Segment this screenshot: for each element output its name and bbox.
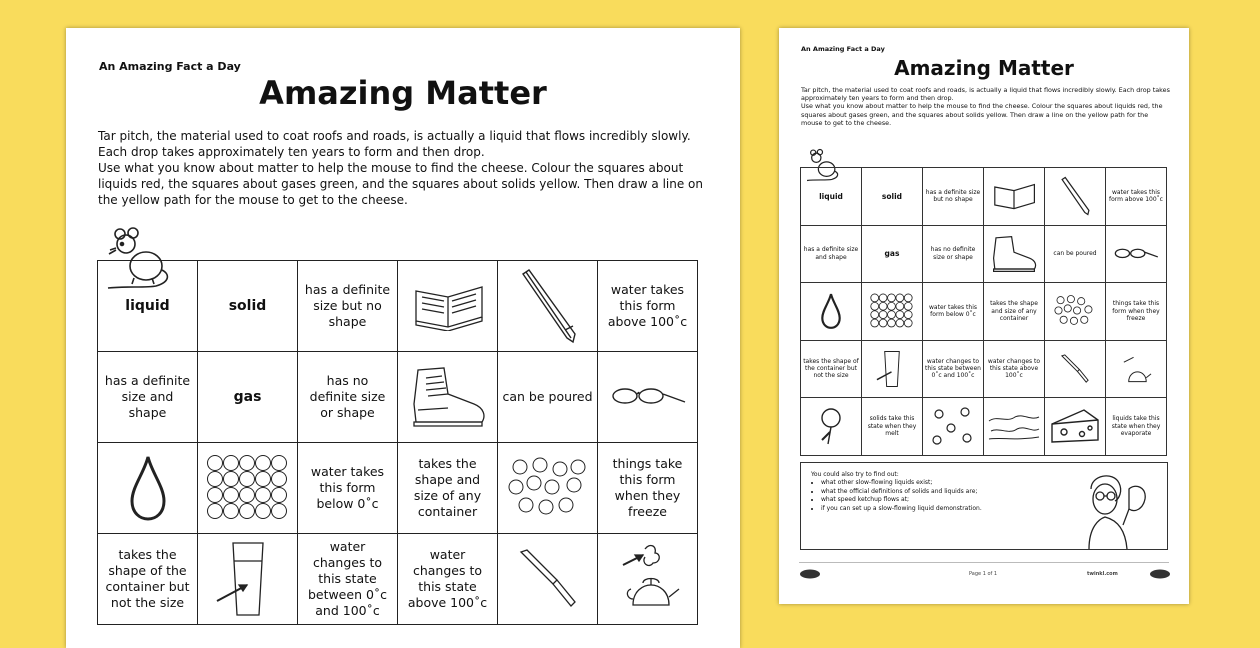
- list-item: • what the official definitions of solids and liquids are;: [821, 488, 982, 497]
- grid-cell: [1106, 225, 1167, 283]
- grid-cell: can be poured: [1045, 225, 1106, 283]
- extension-lead: You could also try to find out:: [811, 471, 899, 478]
- grid-cell: [398, 352, 498, 443]
- grid-cell: can be poured: [498, 352, 598, 443]
- grid-cell: has a definite size and shape: [801, 225, 862, 283]
- grid-cell: water changes to this state above 100˚c: [398, 534, 498, 625]
- grid-cell: [498, 443, 598, 534]
- list-item: • if you can set up a slow-flowing liquid demonstration.: [821, 505, 982, 514]
- grid-cell: has a definite size and shape: [98, 352, 198, 443]
- book-icon: [990, 181, 1038, 211]
- intro-paragraph: Tar pitch, the material used to coat roofs and roads, is actually a liquid that flows incredibly slowly. Each drop takes approximately ten years to form and then drop.: [98, 129, 691, 159]
- scientist-illustration: [1069, 469, 1161, 549]
- knife-icon: [1058, 352, 1092, 386]
- intro-paragraph: Use what you know about matter to help the mouse to find the cheese. Colour the squares about liquids red, the squares about gases green, and the squares about solids yellow. Then draw a line on the yellow path for the mouse to get to the cheese.: [801, 102, 1163, 127]
- grid-cell: takes the shape of the container but not the size: [98, 534, 198, 625]
- matter-maze-grid: [800, 167, 1167, 456]
- cheese-icon: [1048, 406, 1102, 446]
- grid-cell: [801, 283, 862, 341]
- intro-paragraph: Tar pitch, the material used to coat roofs and roads, is actually a liquid that flows incredibly slowly. Each drop takes approximately ten years to form and then drop.: [801, 86, 1170, 103]
- boot-icon: [990, 234, 1038, 274]
- water-drop-icon: [128, 453, 168, 523]
- boot-icon: [408, 364, 488, 430]
- grid-cell: gas: [862, 225, 923, 283]
- grid-cell: [801, 398, 862, 456]
- grid-cell: has no definite size or shape: [923, 225, 984, 283]
- grid-cell: water changes to this state between 0˚c and 100˚c: [923, 340, 984, 398]
- kettle-steam-icon: [613, 539, 683, 619]
- worksheet-title: Amazing Matter: [259, 74, 547, 112]
- worksheet-preview-full-page: [779, 28, 1189, 604]
- intro-paragraph: Use what you know about matter to help the mouse to find the cheese. Colour the squares about liquids red, the squares about gases green, and the squares about solids yellow. Then draw a line on the yellow path for the mouse to get to the cheese.: [98, 161, 703, 207]
- matter-maze-grid: [97, 260, 698, 625]
- list-item: • what other slow-flowing liquids exist;: [821, 479, 982, 488]
- site-label: twinkl.com: [1087, 571, 1118, 577]
- grid-cell: [498, 534, 598, 625]
- book-icon: [408, 281, 488, 331]
- grid-cell: [1045, 168, 1106, 226]
- solid-particles-icon: [206, 454, 290, 522]
- intro-text: [801, 86, 1171, 127]
- grid-cell: [398, 261, 498, 352]
- grid-cell: gas: [198, 352, 298, 443]
- grid-cell: [598, 534, 698, 625]
- grid-cell: [98, 443, 198, 534]
- grid-cell: has no definite size or shape: [298, 352, 398, 443]
- grid-cell: [1106, 340, 1167, 398]
- grid-cell: takes the shape and size of any container: [984, 283, 1045, 341]
- grid-cell: [198, 534, 298, 625]
- grid-cell: [984, 398, 1045, 456]
- gas-particles-icon: [931, 406, 975, 446]
- page-number: Page 1 of 1: [969, 571, 998, 577]
- grid-cell: [1045, 283, 1106, 341]
- grid-cell: takes the shape of the container but not the size: [801, 340, 862, 398]
- glass-of-water-icon: [213, 539, 283, 619]
- grid-cell: [862, 283, 923, 341]
- pencil-icon: [1057, 176, 1093, 216]
- grid-cell: has a definite size but no shape: [298, 261, 398, 352]
- grid-cell: things take this form when they freeze: [1106, 283, 1167, 341]
- grid-cell: [1045, 398, 1106, 456]
- grid-cell: water takes this form above 100˚c: [598, 261, 698, 352]
- page-footer: [799, 562, 1169, 581]
- kettle-steam-icon: [1119, 349, 1153, 389]
- grid-cell: solid: [862, 168, 923, 226]
- twinkl-logo-icon: [1149, 569, 1171, 579]
- grid-cell: has a definite size but no shape: [923, 168, 984, 226]
- grid-cell: water takes this form below 0˚c: [298, 443, 398, 534]
- grid-cell: water changes to this state above 100˚c: [984, 340, 1045, 398]
- liquid-particles-icon: [1054, 295, 1096, 327]
- grid-cell: [862, 340, 923, 398]
- grid-cell: things take this form when they freeze: [598, 443, 698, 534]
- twinkl-logo-icon: [799, 569, 821, 579]
- grid-cell: [598, 352, 698, 443]
- grid-cell: liquid: [801, 168, 862, 226]
- intro-text: [98, 128, 710, 208]
- glasses-icon: [1113, 245, 1159, 263]
- grid-cell: [1045, 340, 1106, 398]
- grid-cell: liquids take this state when they evaporate: [1106, 398, 1167, 456]
- series-label: An Amazing Fact a Day: [801, 45, 885, 53]
- water-drop-icon: [820, 292, 842, 330]
- grid-cell: [198, 443, 298, 534]
- worksheet-preview-large: [66, 28, 740, 648]
- grid-cell: [923, 398, 984, 456]
- glass-of-water-icon: [875, 349, 909, 389]
- grid-cell: solids take this state when they melt: [862, 398, 923, 456]
- grid-cell: [984, 168, 1045, 226]
- series-label: An Amazing Fact a Day: [99, 60, 241, 73]
- tar-puddle-icon: [987, 409, 1041, 443]
- grid-cell: liquid: [98, 261, 198, 352]
- extension-activities-box: [800, 462, 1168, 550]
- knife-icon: [513, 544, 583, 614]
- grid-cell: [498, 261, 598, 352]
- grid-cell: [984, 225, 1045, 283]
- grid-cell: takes the shape and size of any container: [398, 443, 498, 534]
- list-item: • what speed ketchup flows at;: [821, 496, 982, 505]
- balloon-icon: [816, 406, 846, 446]
- worksheet-title: Amazing Matter: [894, 56, 1074, 80]
- extension-list: [807, 479, 982, 513]
- grid-cell: water takes this form below 0˚c: [923, 283, 984, 341]
- pencil-icon: [513, 268, 583, 344]
- grid-cell: solid: [198, 261, 298, 352]
- grid-cell: water takes this form above 100˚c: [1106, 168, 1167, 226]
- liquid-particles-icon: [508, 457, 588, 519]
- glasses-icon: [609, 382, 687, 412]
- grid-cell: water changes to this state between 0˚c and 100˚c: [298, 534, 398, 625]
- solid-particles-icon: [870, 293, 914, 329]
